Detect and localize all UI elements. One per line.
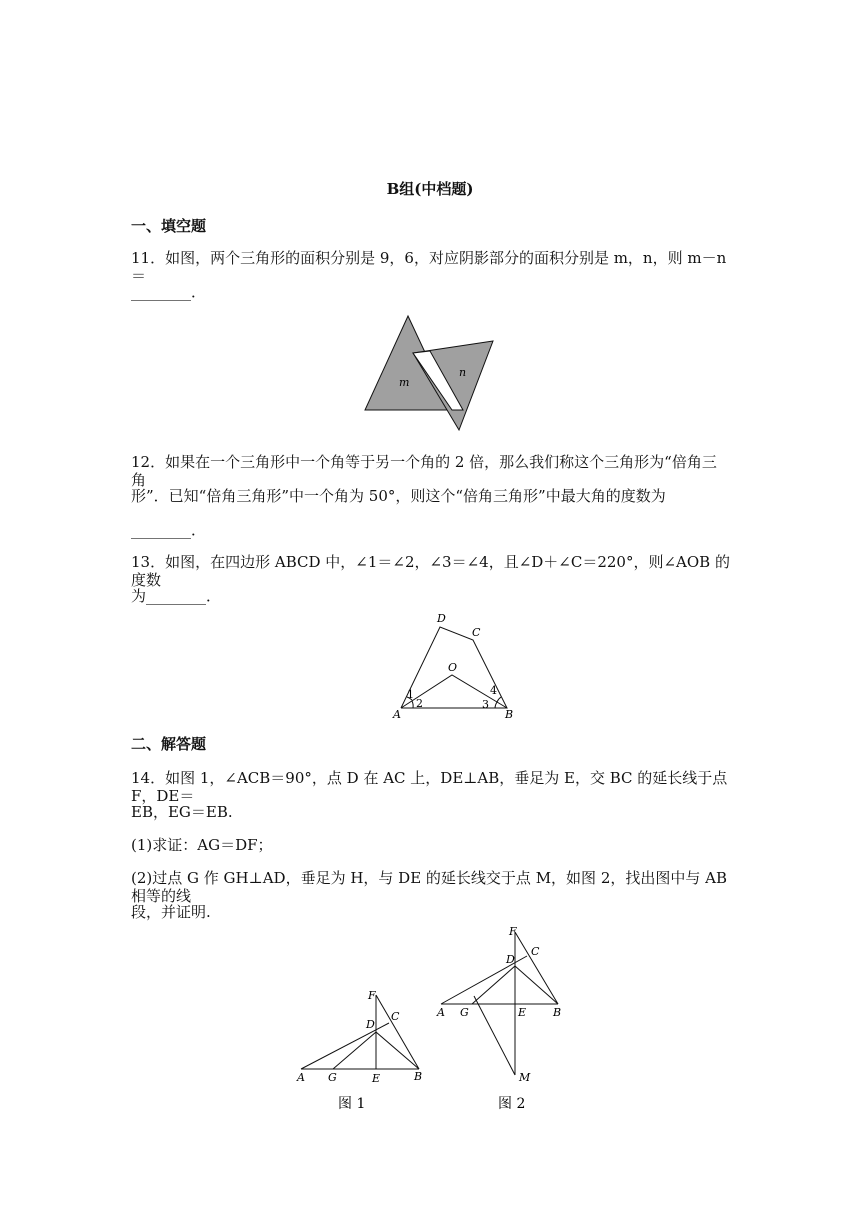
q14-line2: EB，EG＝EB. bbox=[131, 803, 233, 821]
fig1-label-C: C bbox=[391, 1010, 400, 1023]
q11-figure bbox=[360, 312, 500, 434]
q12-line1: 12．如果在一个三角形中一个角等于另一个角的 2 倍，那么我们称这个三角形为“倍角三角 bbox=[131, 453, 717, 489]
fig2-label-D: D bbox=[506, 953, 515, 966]
q13-label-D: D bbox=[437, 612, 446, 625]
q14-figure-1 bbox=[290, 985, 430, 1115]
q13-label-2: 2 bbox=[416, 697, 423, 710]
fig1-segment-GD bbox=[333, 1032, 376, 1069]
fig1-label-D: D bbox=[366, 1018, 375, 1031]
q14-part2-line1: (2)过点 G 作 GH⊥AD，垂足为 H，与 DE 的延长线交于点 M，如图 2，找出图中与 AB 相等的线 bbox=[131, 869, 727, 905]
fig2-label-E: E bbox=[518, 1006, 527, 1019]
fig1-label-A: A bbox=[297, 1071, 305, 1084]
q13-label-B: B bbox=[505, 708, 514, 721]
q14-figure-2 bbox=[432, 918, 572, 1118]
q14-part1: (1)求证：AG＝DF； bbox=[131, 836, 273, 854]
fig1-label-G: G bbox=[328, 1071, 337, 1084]
fig1-label-E: E bbox=[372, 1072, 381, 1085]
q13-label-C: C bbox=[472, 626, 481, 639]
fig2-label-G: G bbox=[460, 1006, 469, 1019]
q11-label-n: n bbox=[459, 366, 467, 379]
q13-line2: 为________． bbox=[131, 587, 222, 605]
q11-line2: ________． bbox=[131, 283, 207, 301]
q13-arc-3 bbox=[495, 702, 497, 708]
fig2-label-A: A bbox=[437, 1006, 445, 1019]
q13-line1: 13．如图，在四边形 ABCD 中，∠1＝∠2，∠3＝∠4，且∠D＋∠C＝220°，则∠AOB 的度数 bbox=[131, 553, 730, 589]
group-title: B组(中档题) bbox=[386, 180, 474, 198]
fig2-segment-DB bbox=[515, 966, 558, 1004]
fig2-label-M: M bbox=[519, 1071, 531, 1084]
q13-label-4: 4 bbox=[490, 684, 497, 697]
q12-line3: ________． bbox=[131, 521, 207, 539]
fig1-segment-DB bbox=[376, 1032, 419, 1069]
fig2-label-C: C bbox=[531, 945, 540, 958]
q11-line1: 11．如图，两个三角形的面积分别是 9，6，对应阴影部分的面积分别是 m，n，则 m－n＝ bbox=[131, 249, 727, 285]
q13-label-1: 1 bbox=[407, 688, 414, 701]
q13-label-3: 3 bbox=[482, 698, 489, 711]
q13-arc-2 bbox=[412, 701, 413, 708]
fig2-segment-FB bbox=[515, 932, 558, 1004]
q11-label-m: m bbox=[399, 376, 410, 389]
q13-figure bbox=[390, 610, 520, 725]
section-fill-in: 一、填空题 bbox=[131, 217, 207, 235]
q13-arc-4 bbox=[497, 697, 501, 702]
q12-line2: 形”．已知“倍角三角形”中一个角为 50°，则这个“倍角三角形”中最大角的度数为 bbox=[131, 487, 666, 505]
fig2-label-F: F bbox=[509, 925, 517, 938]
fig2-segment-GD bbox=[472, 966, 515, 1004]
fig2-label-B: B bbox=[553, 1006, 562, 1019]
section-answer: 二、解答题 bbox=[131, 735, 207, 753]
fig1-label-B: B bbox=[414, 1070, 423, 1083]
q14-part2-line2: 段，并证明. bbox=[131, 903, 211, 921]
fig2-segment-GM bbox=[474, 996, 515, 1075]
fig1-label-F: F bbox=[368, 989, 376, 1002]
q13-label-A: A bbox=[393, 708, 401, 721]
fig1-segment-FB bbox=[376, 995, 419, 1069]
q14-line1: 14．如图 1，∠ACB＝90°，点 D 在 AC 上，DE⊥AB，垂足为 E，交 BC 的延长线于点 F，DE＝ bbox=[131, 769, 728, 805]
fig1-caption: 图 1 bbox=[338, 1096, 366, 1112]
fig2-caption: 图 2 bbox=[498, 1096, 526, 1112]
q13-label-O: O bbox=[448, 661, 458, 674]
